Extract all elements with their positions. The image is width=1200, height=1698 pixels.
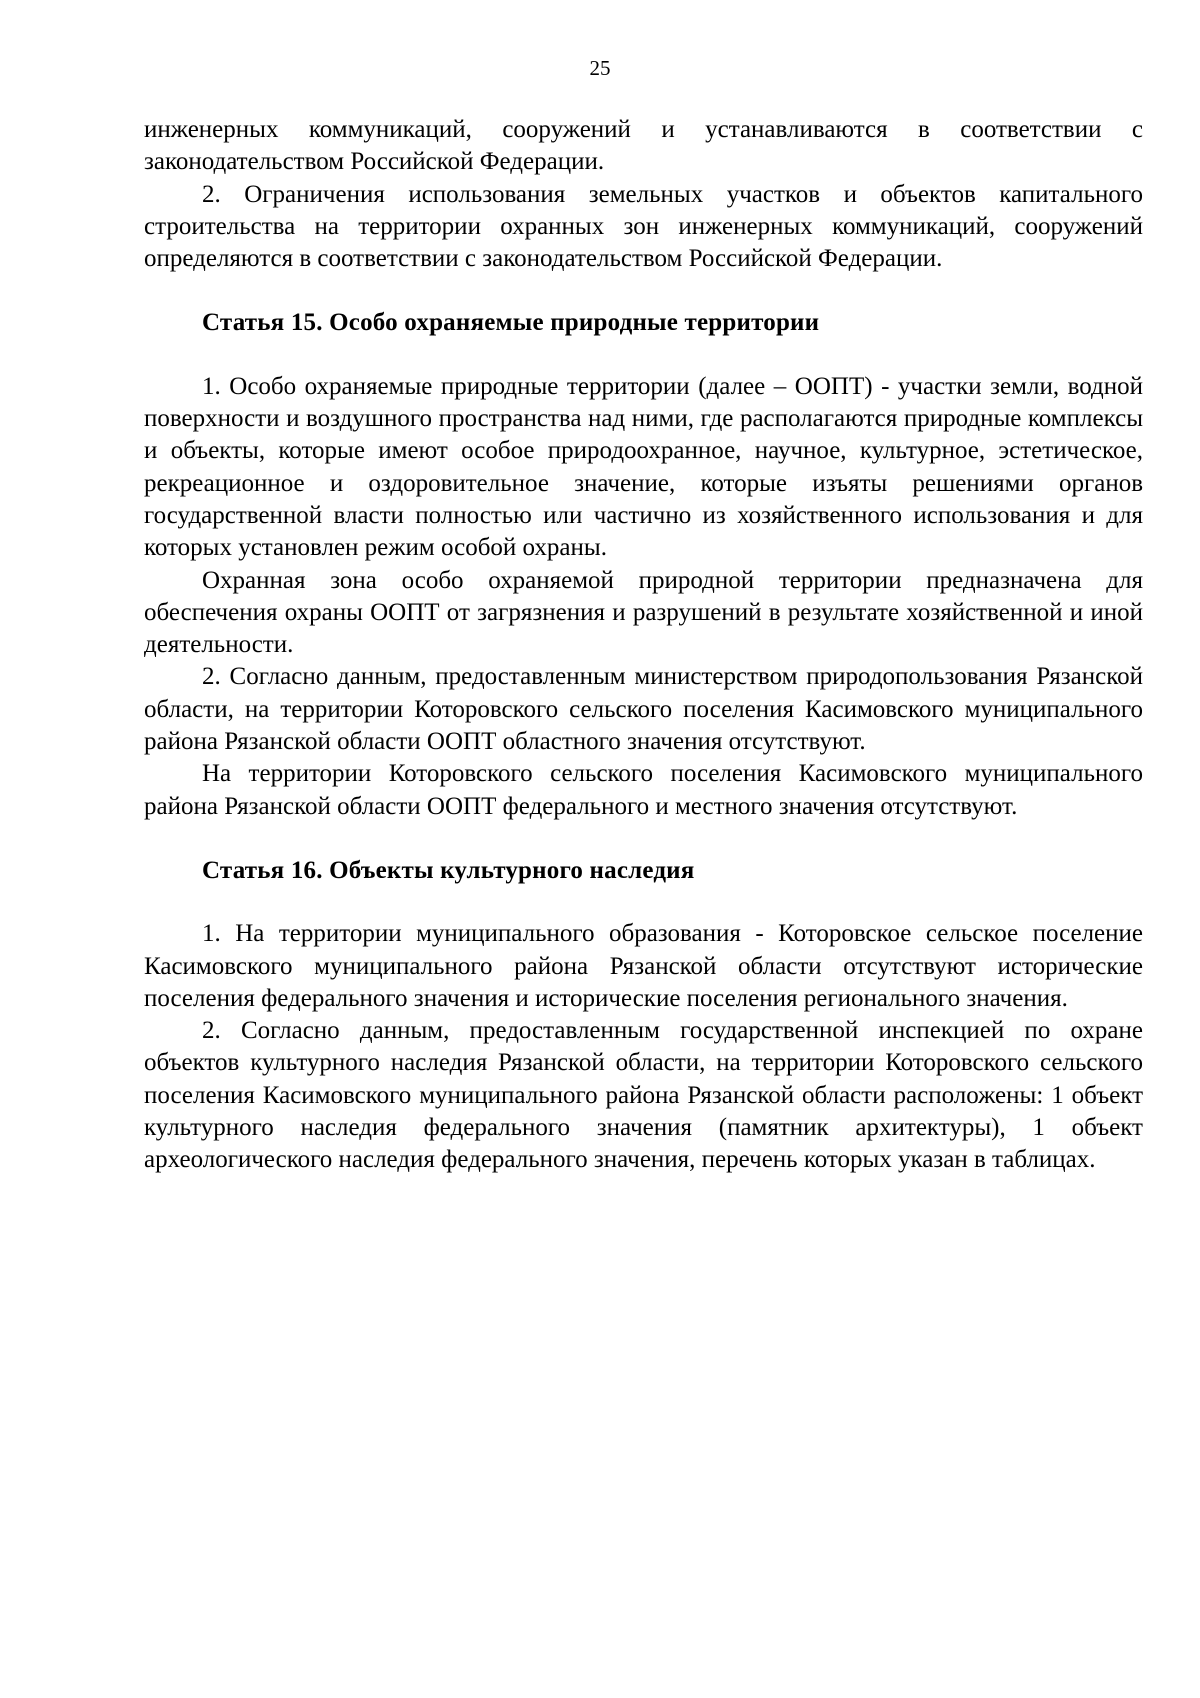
paragraph-article16-2: 2. Согласно данным, предоставленным государственной инспекцией по охране объектов культурного наследия Рязанской области, на территории Которовского сельского поселения Касимовского муниципального района Рязанской области расположены: 1 объект культурного наследия федерального значения (памятник архитектуры), 1 объект археологического наследия федерального значения, перечень которых указан в таблицах. — [144, 1017, 1143, 1174]
paragraph-intro-continuation: инженерных коммуникаций, сооружений и устанавливаются в соответствии с законодательством Российской Федерации. — [144, 116, 1143, 176]
page-number: 25 — [589, 56, 611, 80]
paragraph-article15-2: Охранная зона особо охраняемой природной территории предназначена для обеспечения охраны ООПТ от загрязнения и разрушений в результате хозяйственной и иной деятельности. — [144, 566, 1143, 659]
document-body — [144, 114, 1143, 1177]
paragraph-article15-1: 1. Особо охраняемые природные территории (далее – ООПТ) - участки земли, водной поверхности и воздушного пространства над ними, где располагаются природные комплексы и объекты, которые имеют особое природоохранное, научное, культурное, эстетическое, рекреационное и оздоровительное значение, которые изъяты решениями органов государственной власти полностью или частично из хозяйственного использования и для которых установлен режим особой охраны. — [144, 372, 1143, 562]
paragraph-article15-4: На территории Которовского сельского поселения Касимовского муниципального района Рязанской области ООПТ федерального и местного значения отсутствуют. — [144, 760, 1143, 820]
paragraph-article16-1: 1. На территории муниципального образования - Которовское сельское поселение Касимовского муниципального района Рязанской области отсутствуют исторические поселения федерального значения и исторические поселения регионального значения. — [144, 920, 1143, 1012]
paragraph-article15-3: 2. Согласно данным, предоставленным министерством природопользования Рязанской области, на территории Которовского сельского поселения Касимовского муниципального района Рязанской области ООПТ областного значения отсутствуют. — [144, 663, 1143, 756]
paragraph-intro-2: 2. Ограничения использования земельных участков и объектов капитального строительства на территории охранных зон инженерных коммуникаций, сооружений определяются в соответствии с законодательством Российской Федерации. — [144, 180, 1143, 273]
article-15-heading: Статья 15. Особо охраняемые природные территории — [202, 309, 820, 337]
article-16-heading: Статья 16. Объекты культурного наследия — [202, 856, 695, 884]
